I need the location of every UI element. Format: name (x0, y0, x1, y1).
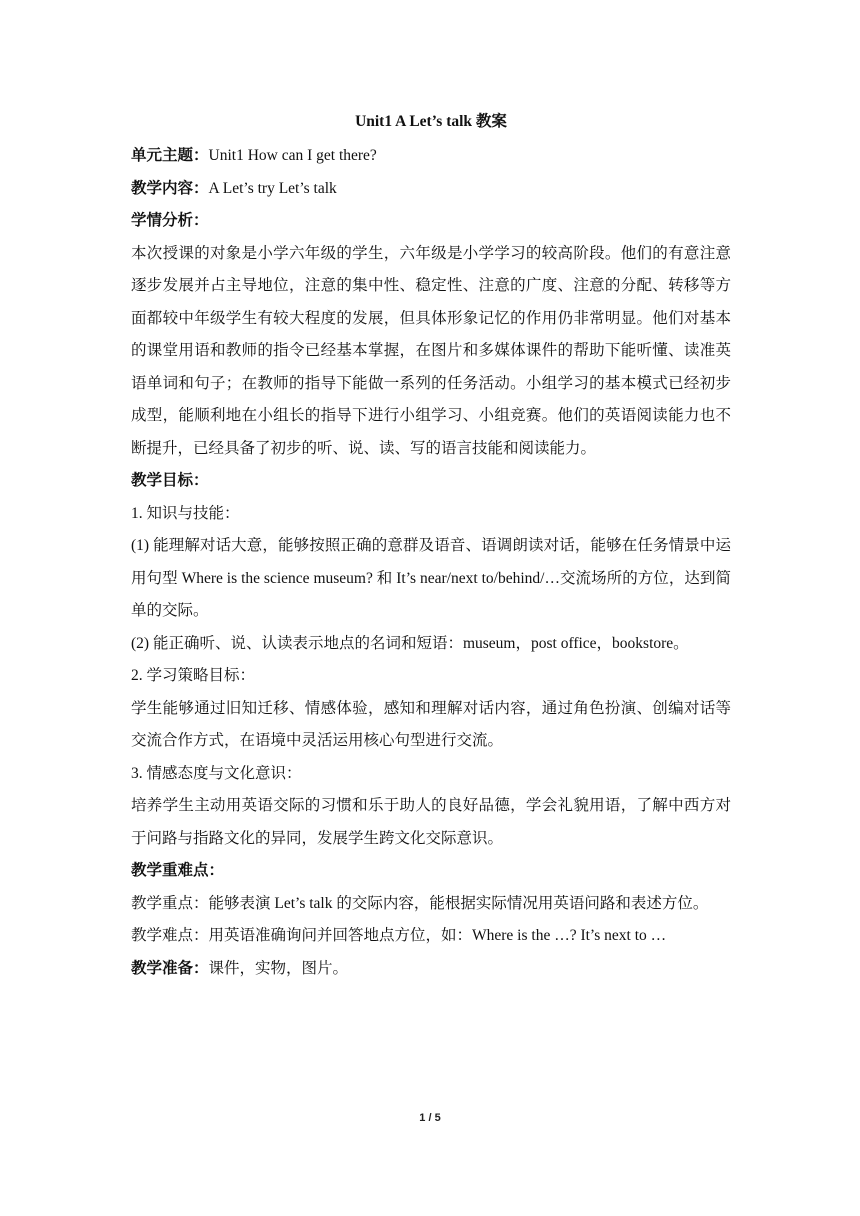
goal1-item1: (1) 能理解对话大意，能够按照正确的意群及语音、语调朗读对话，能够在任务情景中运用句型 Where is the science museum? 和 It’s near/next to/behind/…交流场所的方位，达到简单的交际。 (131, 537, 731, 619)
analysis-heading: 学情分析： (131, 212, 209, 229)
preparation-line (131, 953, 731, 986)
goal3-paragraph: 培养学生主动用英语交际的习惯和乐于助人的良好品德，学会礼貌用语，了解中西方对于问路与指路文化的异同，发展学生跨文化交际意识。 (131, 797, 731, 847)
unit-theme-label: 单元主题： (131, 147, 209, 164)
unit-theme-value: Unit1 How can I get there? (208, 147, 377, 164)
goals-heading: 教学目标： (131, 472, 209, 489)
goal1-item2: (2) 能正确听、说、认读表示地点的名词和短语：museum，post office，bookstore。 (131, 634, 689, 652)
goal1-heading: 1. 知识与技能： (131, 504, 240, 522)
teaching-content-line (131, 173, 731, 206)
difficult-point-paragraph: 教学难点：用英语准确询问并回答地点方位，如：Where is the …? It’s next to … (131, 927, 667, 944)
preparation-label: 教学准备： (131, 959, 209, 977)
document-page (131, 104, 731, 985)
goal2-paragraph: 学生能够通过旧知迁移、情感体验，感知和理解对话内容，通过角色扮演、创编对话等交流合作方式，在语境中灵活运用核心句型进行交流。 (131, 699, 731, 749)
key-point-paragraph: 教学重点：能够表演 Let’s talk 的交际内容，能根据实际情况用英语问路和表述方位。 (131, 894, 709, 912)
preparation-value: 课件，实物，图片。 (208, 959, 349, 977)
goal3-heading: 3. 情感态度与文化意识： (131, 764, 302, 782)
teaching-content-label: 教学内容： (131, 179, 209, 197)
analysis-paragraph: 本次授课的对象是小学六年级的学生，六年级是小学学习的较高阶段。他们的有意注意逐步发展并占主导地位，注意的集中性、稳定性、注意的广度、注意的分配、转移等方面都较中年级学生有较大程度的发展，但具体形象记忆的作用仍非常明显。他们对基本的课堂用语和教师的指令已经基本掌握，在图片和多媒体课件的帮助下能听懂、读准英语单词和句子；在教师的指导下能做一系列的任务活动。小组学习的基本模式已经初步成型，能顺利地在小组长的指导下进行小组学习、小组竞赛。他们的英语阅读能力也不断提升，已经具备了初步的听、说、读、写的语言技能和阅读能力。 (131, 244, 731, 457)
goal2-heading: 2. 学习策略目标： (131, 667, 256, 684)
page-indicator: 1 / 5 (419, 1112, 441, 1124)
unit-theme-line (131, 140, 731, 173)
key-points-heading: 教学重难点： (131, 862, 225, 879)
document-title: Unit1 A Let’s talk 教案 (355, 113, 507, 130)
teaching-content-value: A Let’s try Let’s talk (208, 179, 337, 197)
